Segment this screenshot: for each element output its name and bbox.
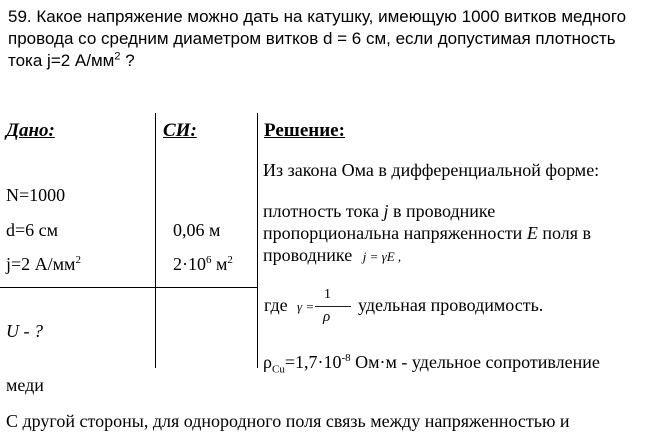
si-header: СИ: [163,120,197,141]
gamma-where: где [264,295,288,315]
solution-line-3: пропорциональна напряженности E поля в [263,223,591,243]
given-j [6,254,81,275]
rho-symbol: ρ [263,352,272,372]
field-strength-symbol: E [526,223,538,243]
si-d: 0,06 м [173,220,221,240]
si-j-unit: м [211,254,228,274]
gamma-description: удельная проводимость. [358,295,544,315]
si-j-base: 2·10 [173,254,206,274]
problem-statement [8,6,638,72]
divider-given-find [0,287,257,288]
rho-unit: Ом·м - удельное сопротивление [350,352,600,372]
solution-line-2: плотность тока j в проводнике [263,201,496,221]
gamma-denominator: ρ [323,309,331,325]
si-j-unit-exponent: 2 [227,254,233,266]
gamma-fraction-bar [315,306,351,307]
solution-line-1: Из закона Ома в дифференциальной форме: [263,160,600,180]
rho-value: =1,7·10 [284,352,342,372]
solution-bottom-line: С другой стороны, для однородного поля связь между напряженностью и [6,411,570,431]
given-find: U - ? [6,321,43,341]
rho-subscript: Cu [271,363,285,376]
solution-header: Решение: [264,120,345,141]
problem-text: 59. Какое напряжение можно дать на катушку, имеющую 1000 витков медного провода со средним диаметром витков d = 6 см, если допустимая плотность тока j=2 А/мм [8,7,627,70]
divider-given-si [155,113,156,368]
solution-line-4: проводнике j = γE , [263,245,402,265]
ohm-law-formula: j = γE , [362,249,402,264]
rho-line [263,352,600,376]
si-j-exponent: 6 [206,254,212,266]
current-density-symbol: j [383,201,389,221]
rho-continuation: меди [6,375,44,395]
problem-unit-exponent: 2 [114,50,121,63]
given-j-base: j=2 А/мм [6,254,76,274]
divider-si-solution [257,113,258,368]
problem-tail: ? [120,51,135,70]
given-j-exponent: 2 [75,254,81,266]
gamma-numerator: 1 [324,287,331,302]
rho-exponent: -8 [341,352,351,364]
given-d: d=6 см [6,220,59,240]
gamma-lhs: γ = [297,299,315,314]
given-n: N=1000 [6,185,66,205]
si-j [173,254,233,275]
given-header: Дано: [6,120,55,141]
